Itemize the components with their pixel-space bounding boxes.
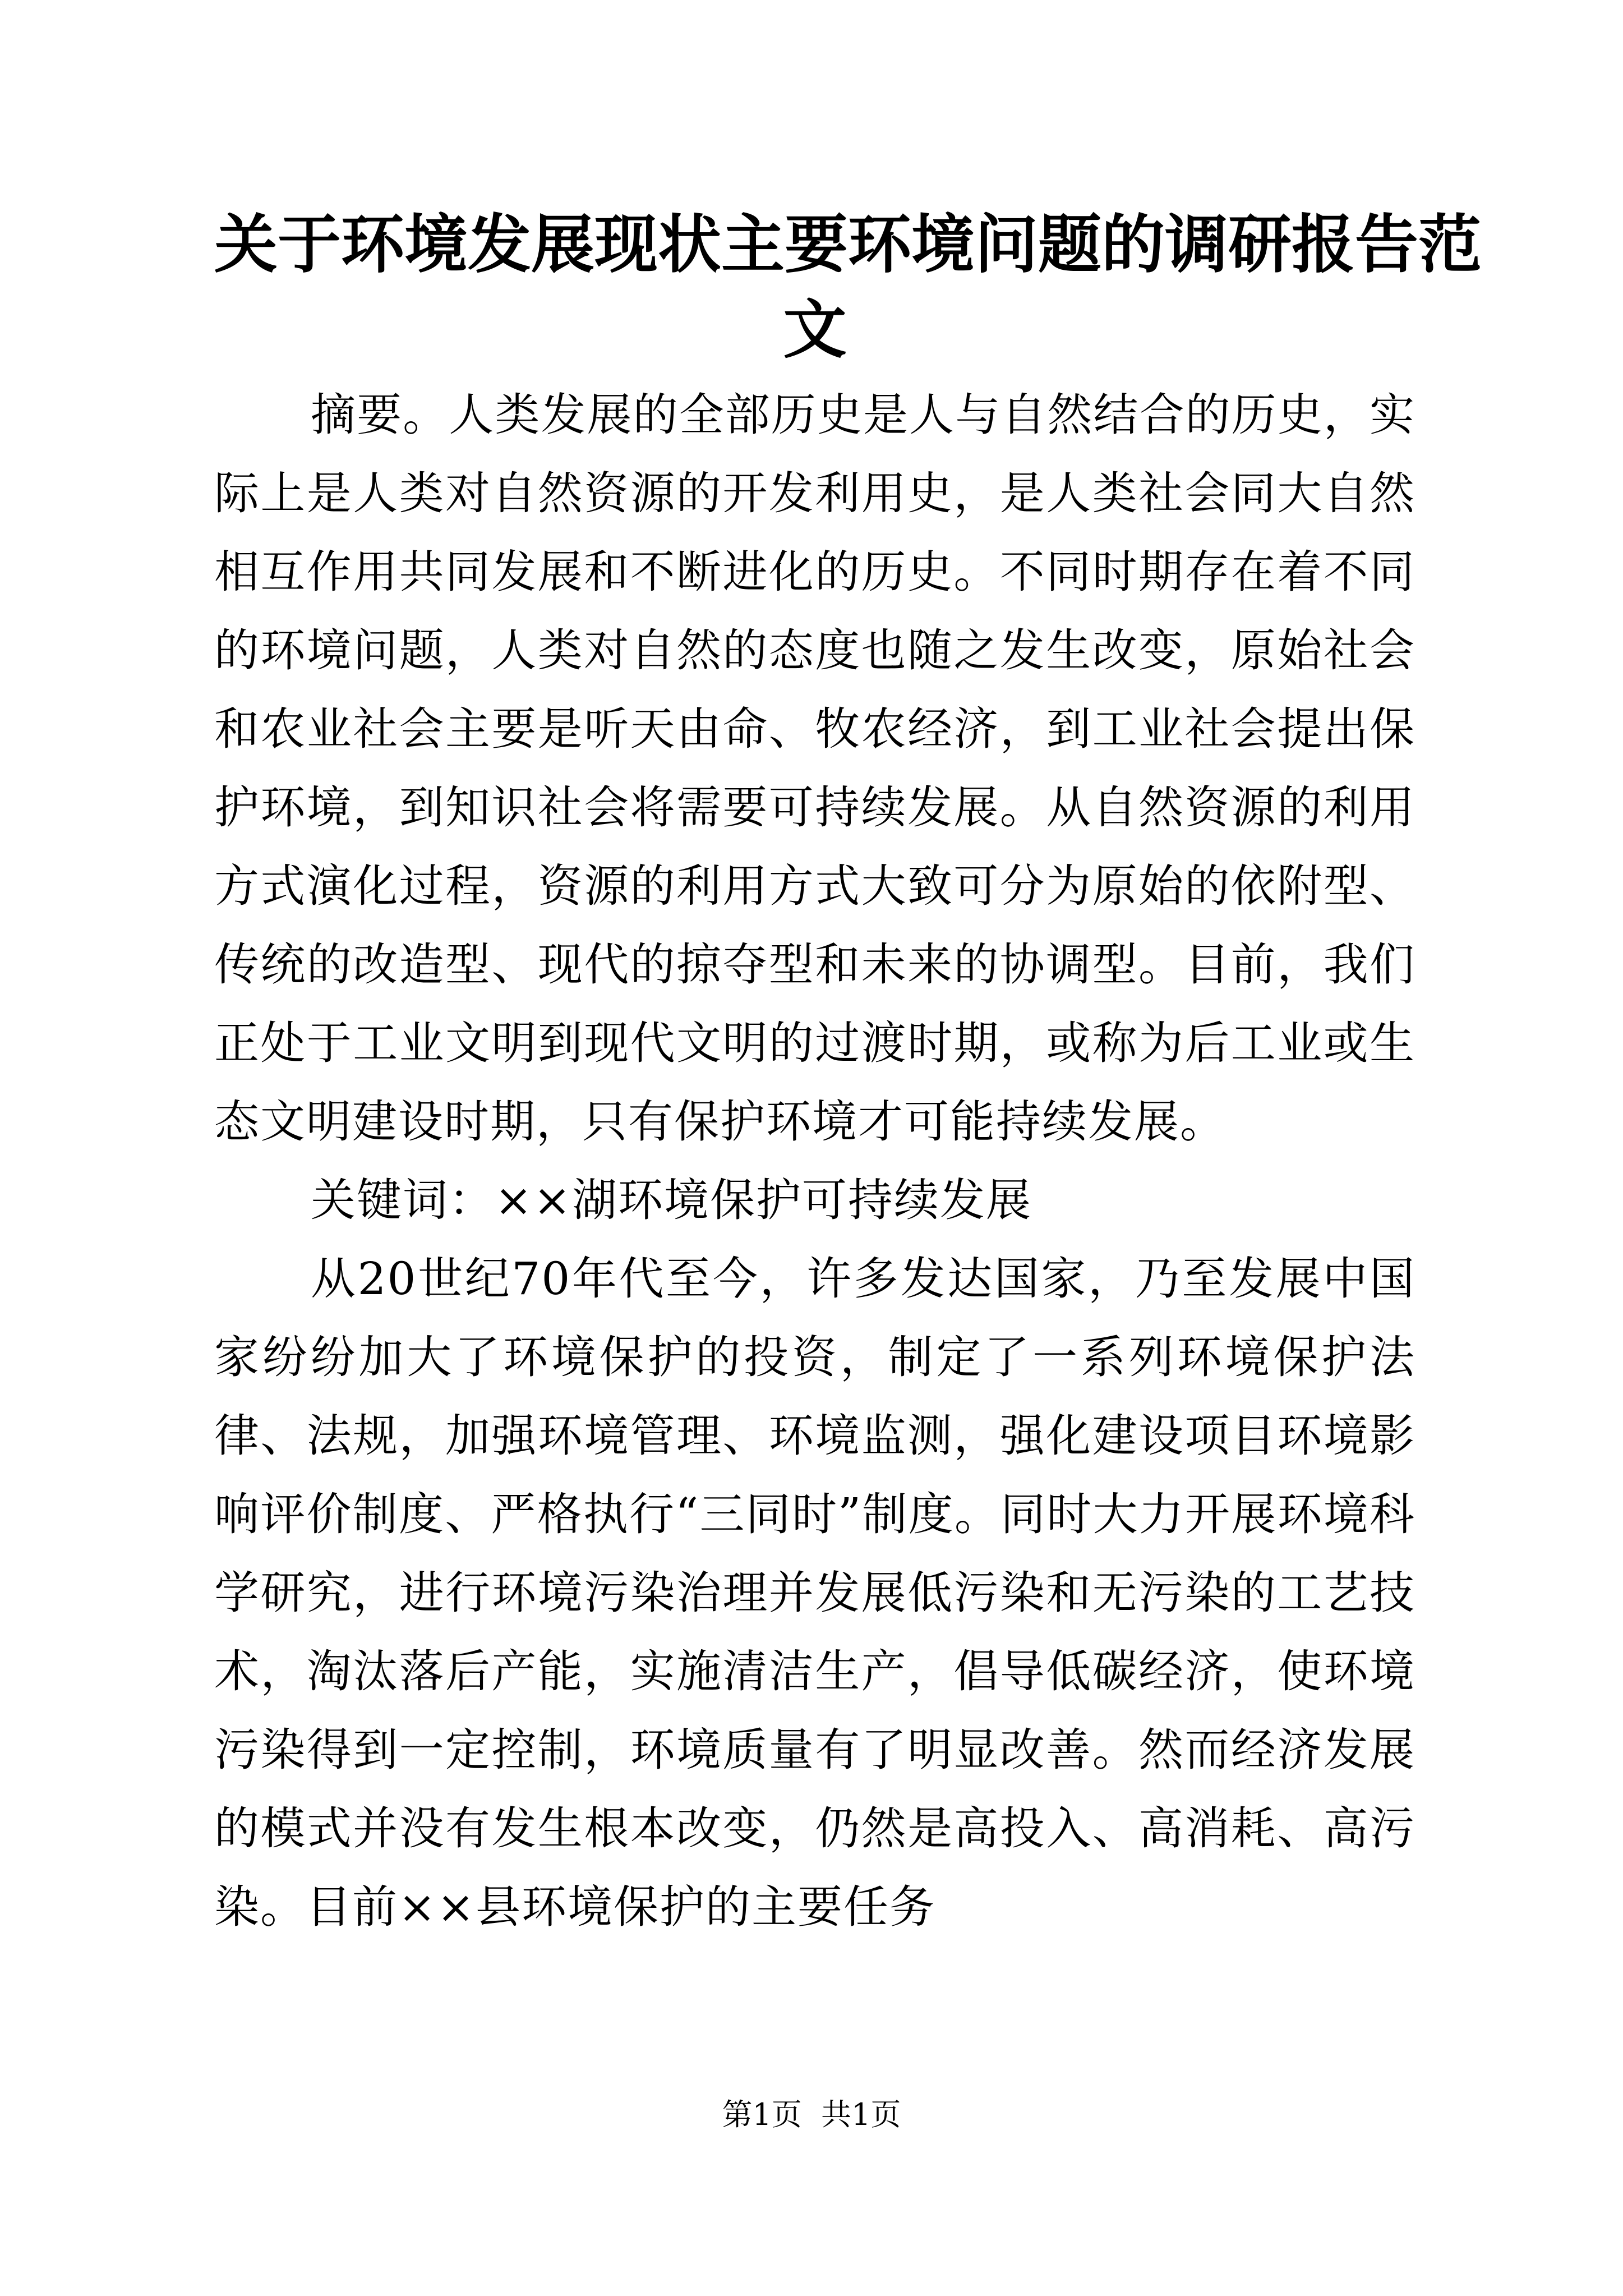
document-title-line-1: 关于环境发展现状主要环境问题的调研报告范: [214, 207, 1482, 282]
body-paragraph: 从20世纪70年代至今，许多发达国家，乃至发展中国家纷纷加大了环境保护的投资，制定了一系列环境保护法律、法规，加强环境管理、环境监测，强化建设项目环境影响评价制度、严格执行“三同时”制度。同时大力开展环境科学研究，进行环境污染治理并发展低污染和无污染的工艺技术，淘汰落后产能，实施清洁生产，倡导低碳经济，使环境污染得到一定控制，环境质量有了明显改善。然而经济发展的模式并没有发生根本改变，仍然是高投入、高消耗、高污染。目前××县环境保护的主要任务: [214, 1253, 1415, 1933]
document-content: [214, 202, 1482, 1947]
page-number-label: 第1页 共1页: [722, 2097, 901, 2132]
keywords-paragraph: 关键词：××湖环境保护可持续发展: [311, 1174, 1032, 1226]
document-title-line-2: 文: [783, 292, 847, 367]
abstract-paragraph: 摘要。人类发展的全部历史是人与自然结合的历史，实际上是人类对自然资源的开发利用史，是人类社会同大自然相互作用共同发展和不断进化的历史。不同时期存在着不同的环境问题，人类对自然的态度也随之发生改变，原始社会和农业社会主要是听天由命、牧农经济，到工业社会提出保护环境，到知识社会将需要可持续发展。从自然资源的利用方式演化过程，资源的利用方式大致可分为原始的依附型、传统的改造型、现代的掠夺型和未来的协调型。目前，我们正处于工业文明到现代文明的过渡时期，或称为后工业或生态文明建设时期，只有保护环境才可能持续发展。: [214, 389, 1415, 1148]
page-footer: [0, 2095, 1623, 2134]
document-title: [214, 202, 1482, 372]
